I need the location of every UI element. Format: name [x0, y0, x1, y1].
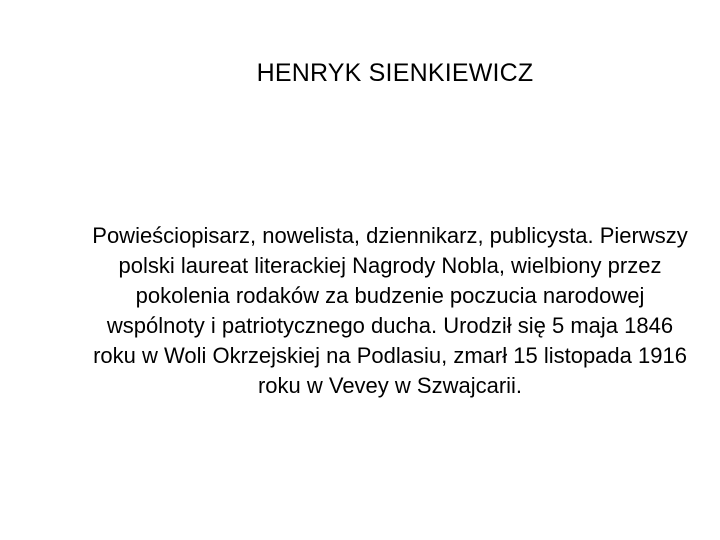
biography-line: polski laureat literackiej Nagrody Nobla, wielbiony przez: [118, 253, 662, 278]
biography-line: roku w Vevey w Szwajcarii.: [257, 373, 523, 398]
biography-line: wspólnoty i patriotycznego ducha. Urodził się 5 maja 1846: [106, 313, 674, 338]
biography-line: roku w Woli Okrzejskiej na Podlasiu, zmarł 15 listopada 1916: [93, 343, 687, 368]
biography-paragraph: [40, 221, 720, 401]
biography-line: Powieściopisarz, nowelista, dziennikarz, publicysta. Pierwszy: [92, 223, 688, 248]
biography-line: pokolenia rodaków za budzenie poczucia narodowej: [135, 283, 645, 308]
slide-title: HENRYK SIENKIEWICZ: [256, 59, 534, 87]
